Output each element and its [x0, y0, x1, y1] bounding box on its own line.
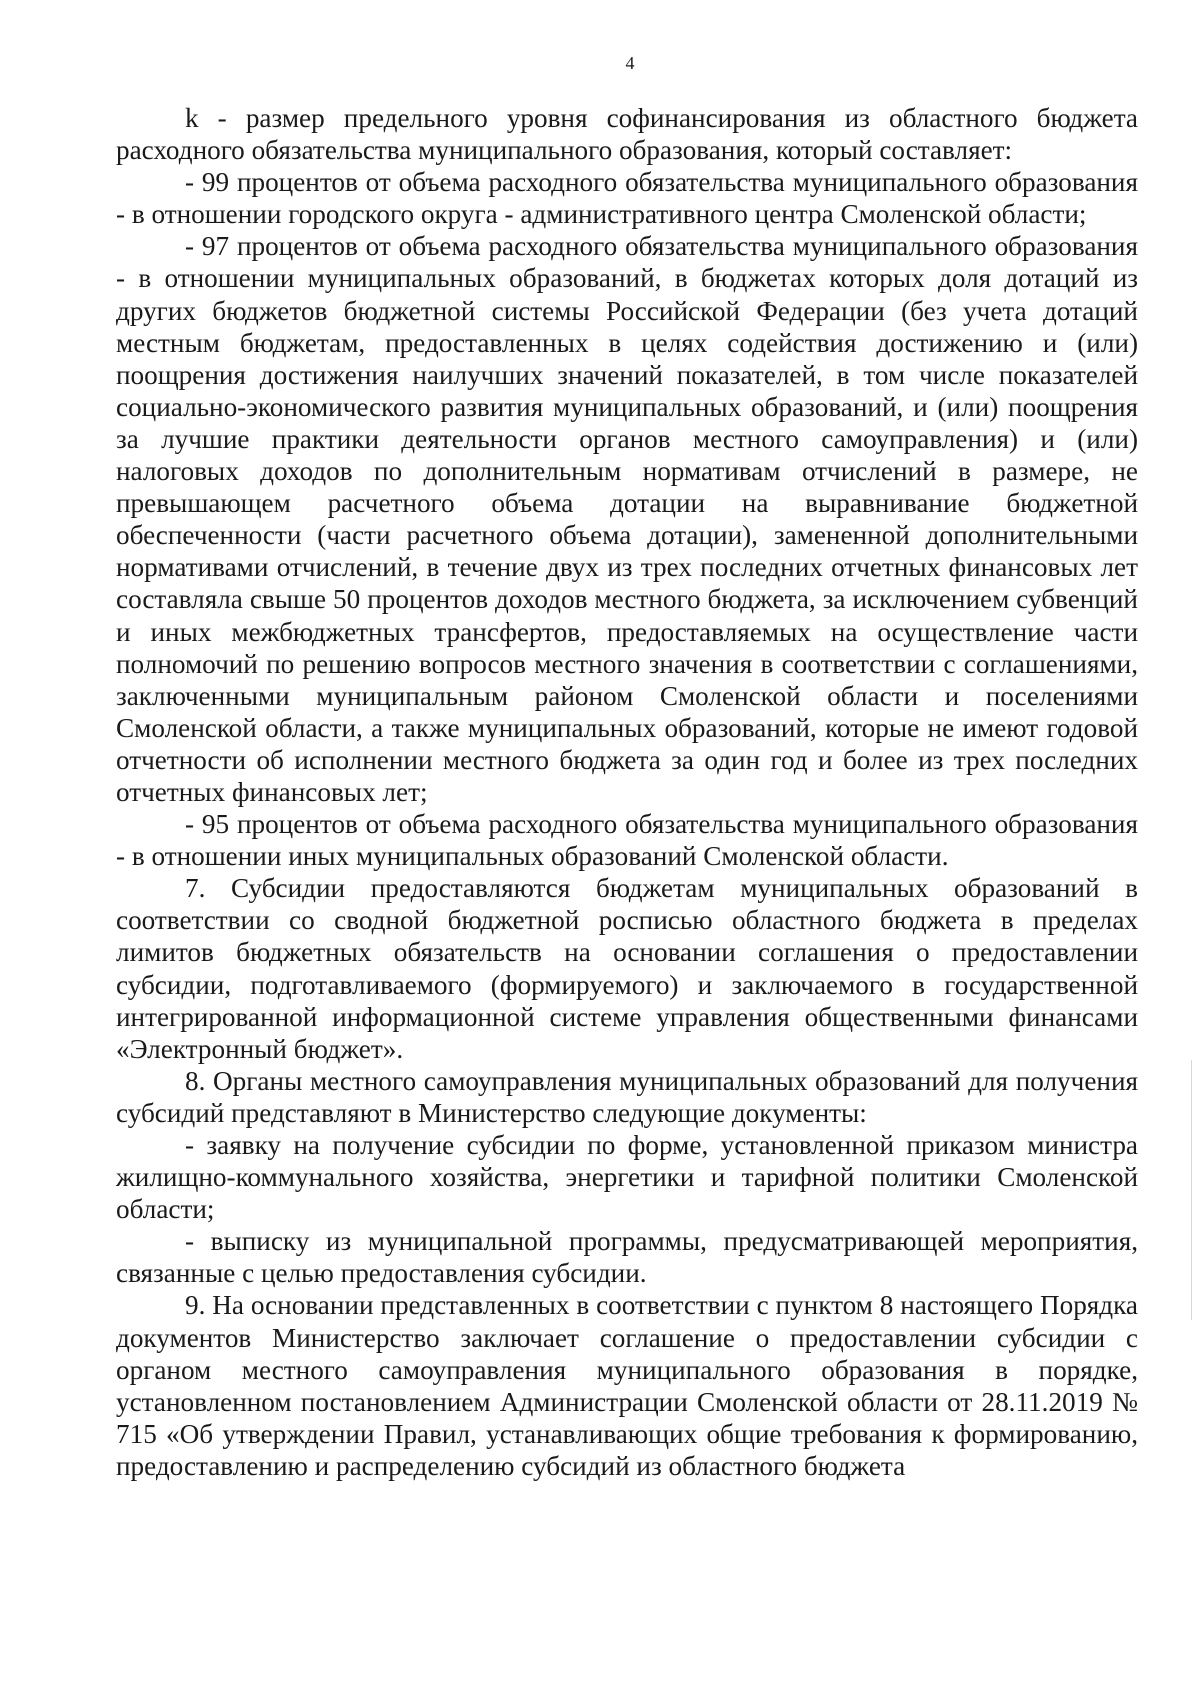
paragraph-application: - заявку на получение субсидии по форме, установленной приказом министра жилищно-коммунального хозяйства, энергетики и тарифной политики Смоленской области; — [116, 1130, 1138, 1225]
document-body — [116, 102, 1138, 1482]
paragraph-k-definition: k - размер предельного уровня софинансирования из областного бюджета расходного обязательства муниципального образования, который составляет: — [116, 103, 1138, 166]
page-number: 4 — [625, 53, 635, 73]
paragraph-item-9: 9. На основании представленных в соответствии с пунктом 8 настоящего Порядка документов Министерство заключает соглашение о предоставлении субсидии с органом местного самоуправления муниципального образования в порядке, установленном постановлением Администрации Смоленской области от 28.11.2019 № 715 «Об утверждении Правил, устанавливающих общие требования к формированию, предоставлению и распределению субсидий из областного бюджета — [116, 1290, 1138, 1481]
paragraph-97-percent: - 97 процентов от объема расходного обязательства муниципального образования - в отношении муниципальных образований, в бюджетах которых доля дотаций из других бюджетов бюджетной системы Российской Федерации (без учета дотаций местным бюджетам, предоставленных в целях содействия достижению и (или) поощрения достижения наилучших значений показателей, в том числе показателей социально-экономического развития муниципальных образований, и (или) поощрения за лучшие практики деятельности органов местного самоуправления) и (или) налоговых доходов по дополнительным нормативам отчислений в размере, не превышающем расчетного объема дотации на выравнивание бюджетной обеспеченности (части расчетного объема дотации), замененной дополнительными нормативами отчислений, в течение двух из трех последних отчетных финансовых лет составляла свыше 50 процентов доходов местного бюджета, за исключением субвенций и иных межбюджетных трансфертов, предоставляемых на осуществление части полномочий по решению вопросов местного значения в соответствии с соглашениями, заключенными муниципальным районом Смоленской области и поселениями Смоленской области, а также муниципальных образований, которые не имеют годовой отчетности об исполнении местного бюджета за один год и более из трех последних отчетных финансовых лет; — [116, 231, 1138, 807]
paragraph-program-extract: - выписку из муниципальной программы, предусматривающей мероприятия, связанные с целью предоставления субсидии. — [116, 1226, 1138, 1289]
paragraph-item-8: 8. Органы местного самоуправления муниципальных образований для получения субсидий представляют в Министерство следующие документы: — [116, 1065, 1138, 1128]
scan-edge-line — [1191, 1060, 1192, 1320]
paragraph-95-percent: - 95 процентов от объема расходного обязательства муниципального образования - в отношении иных муниципальных образований Смоленской области. — [116, 809, 1138, 872]
paragraph-item-7: 7. Субсидии предоставляются бюджетам муниципальных образований в соответствии со сводной бюджетной росписью областного бюджета в пределах лимитов бюджетных обязательств на основании соглашения о предоставлении субсидии, подготавливаемого (формируемого) и заключаемого в государственной интегрированной информационной системе управления общественными финансами «Электронный бюджет». — [116, 873, 1138, 1064]
paragraph-99-percent: - 99 процентов от объема расходного обязательства муниципального образования - в отношении городского округа - административного центра Смоленской области; — [116, 167, 1138, 230]
